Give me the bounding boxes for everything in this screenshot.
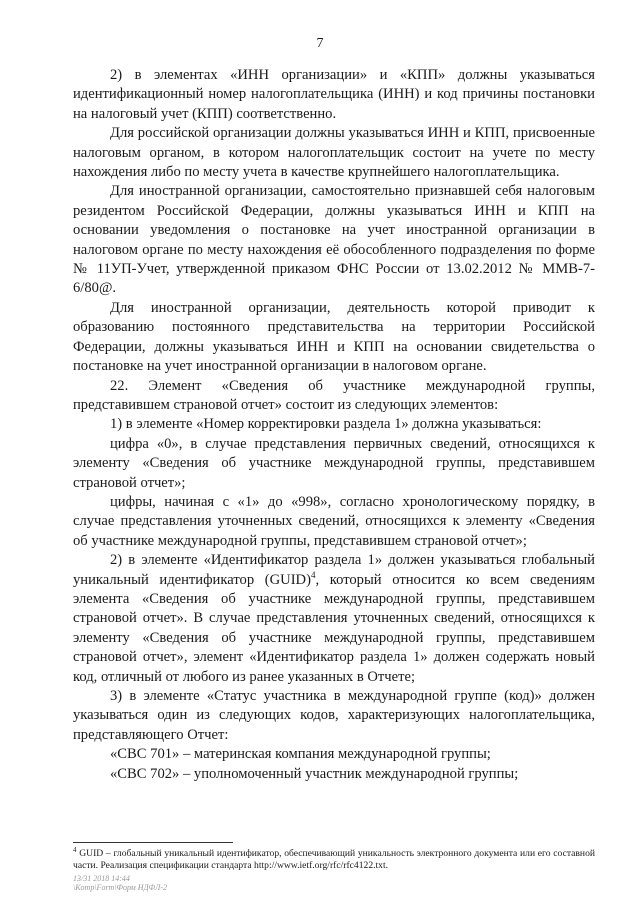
document-body: [73, 66, 595, 784]
paragraph: Для иностранной организации, деятельность которой приводит к образованию постоянного представительства на территории Российской Федерации, должны указываться ИНН и КПП на основании свидетельства о постановке на учет иностранной организации в налоговом органе.: [73, 299, 595, 375]
footnote-reference: 4: [310, 569, 316, 580]
paragraph: Для российской организации должны указываться ИНН и КПП, присвоенные налоговым органом, в котором налогоплательщик состоит на учете по месту нахождения либо по месту учета в качестве крупнейшего налогоплательщика.: [73, 125, 595, 181]
paragraph: цифра «0», в случае представления первичных сведений, относящихся к элементу «Сведения об участнике международной группы, представившем страновой отчет»;: [73, 435, 595, 491]
paragraph: Для иностранной организации, самостоятельно признавшей себя налоговым резидентом Российской Федерации, должны указываться ИНН и КПП на основании уведомления о постановке на учет иностранной организации в налоговом органе по месту нахождения её обособленного подразделения по форме № 11УП-Учет, утвержденной приказом ФНС России от 13.02.2012 № ММВ-7-6/80@.: [73, 183, 595, 297]
print-stamp-line-1: 13/31 2018 14:44: [73, 874, 130, 883]
footnote-mark: 4: [73, 845, 77, 854]
paragraph: 22. Элемент «Сведения об участнике международной группы, представившем страновой отчет» состоит из следующих элементов:: [73, 377, 595, 413]
paragraph: цифры, начиная с «1» до «998», согласно хронологическому порядку, в случае представления уточненных сведений, относящихся к элементу «Сведения об участнике международной группы, представившем страновой отчет»;: [73, 493, 595, 549]
paragraph: 2) в элементах «ИНН организации» и «КПП» должны указываться идентификационный номер налогоплательщика (ИНН) и код причины постановки на налоговый учет (КПП) соответственно.: [73, 67, 595, 122]
print-stamp-line-2: \Komp\Form\Форм НДФЛ-2: [73, 883, 167, 892]
footnote-divider: [73, 842, 233, 843]
paragraph: 3) в элементе «Статус участника в международной группе (код)» должен указываться один из следующих кодов, характеризующих налогоплательщика, представляющего Отчет:: [73, 688, 595, 743]
paragraph: «СВС 702» – уполномоченный участник международной группы;: [110, 765, 519, 782]
paragraph-guid: [73, 551, 595, 687]
guid-text-before: 2) в элементе «Идентификатор раздела 1» должен указываться глобальный уникальный идентификатор (GUID): [73, 552, 595, 588]
footnote: [73, 845, 595, 873]
guid-text-after: , который относится ко всем сведениям элемента «Сведения об участнике международной группы, представившем страновой отчет». В случае представления уточненных сведений, относящихся к элементу «Сведения об участнике международной группы, представившем страновой отчет», элемент «Идентификатор раздела 1» должен содержать новый код, отличный от любого из ранее указанных в Отчете;: [73, 571, 595, 685]
page-number: 7: [316, 36, 324, 51]
paragraph: «СВС 701» – материнская компания международной группы;: [110, 746, 491, 763]
footnote-text: GUID – глобальный уникальный идентификатор, обеспечивающий уникальность электронного документа или его составной части. Реализация спецификации стандарта http://www.ietf.org/rfc/rfc4122.txt.: [73, 848, 595, 872]
paragraph: 1) в элементе «Номер корректировки раздела 1» должна указываться:: [110, 416, 542, 433]
